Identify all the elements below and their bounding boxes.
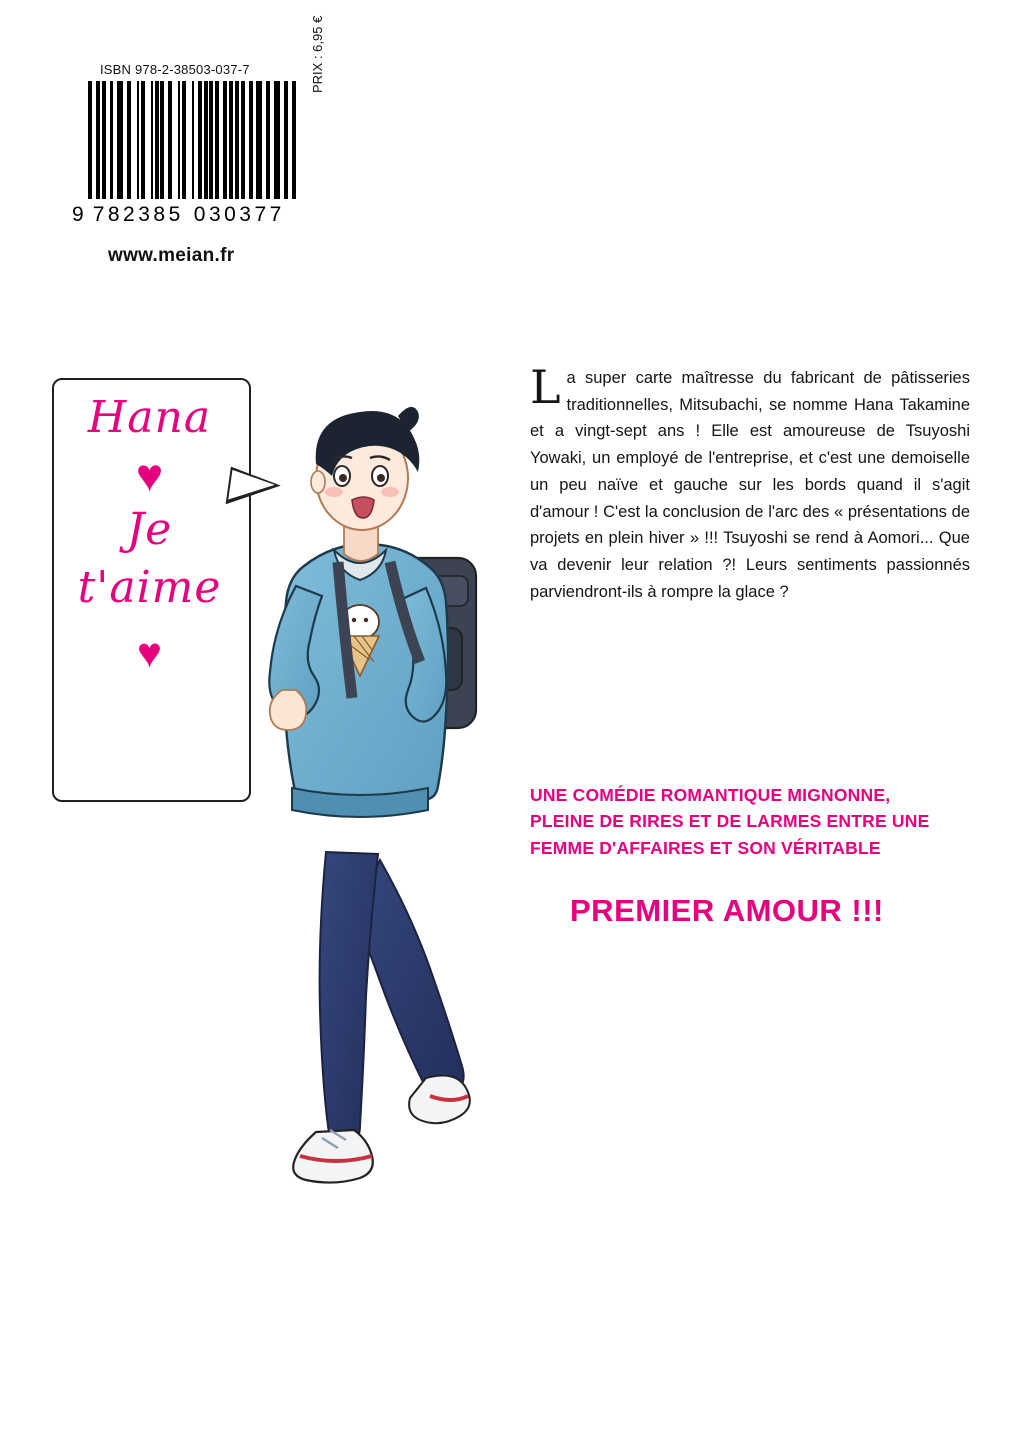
shoe-raised [409,1076,470,1124]
blurb-text: a super carte maîtresse du fabricant de pâtisseries traditionnelles, Mitsubachi, se nomme Hana Takamine et a vingt-sept ans ! Elle est amoureuse de Tsuyoshi Yowaki, un employé de l'entreprise, et c'est une demoiselle un peu naïve et gauche sur les bords quand il s'agit d'amour ! C'est la conclusion de l'arc des « présentations de projets en plein hiver » !!! Tsuyoshi se rend à Aomori... Que va devenir leur relation ?! Leurs sentiments passionnés parviendront-ils à rompre la glace ? [530,369,970,601]
tagline-block [530,782,970,861]
back-cover-blurb [530,360,970,605]
bubble-line-taime: t'aime [77,562,222,613]
price-label: PRIX : 6,95 € [310,15,325,93]
blurb-dropcap: L [530,360,561,414]
barcode-bars [88,81,300,199]
heart-icon: ♥ [135,449,164,501]
tagline-punchline: PREMIER AMOUR !!! [570,893,884,928]
tagline-line-3: FEMME D'AFFAIRES ET SON VÉRITABLE [530,837,881,858]
blush-left [325,487,343,497]
barcode-digit-group-1: 782385 [92,203,184,226]
publisher-website: www.meian.fr [108,245,235,266]
speech-bubble-content [52,378,247,798]
hand-left [270,690,307,730]
barcode-block [72,15,332,267]
barcode-digit-lead: 9 [72,203,85,226]
ear [311,471,325,493]
isbn-label: ISBN 978-2-38503-037-7 [100,62,250,77]
blush-right [381,487,399,497]
tagline-line-1: UNE COMÉDIE ROMANTIQUE MIGNONNE, [530,785,891,805]
shoe-front [293,1130,373,1183]
tagline-line-2: PLEINE DE RIRES ET DE LARMES ENTRE UNE [530,811,930,832]
heart-icon: ♥ [137,629,162,676]
barcode-digits [72,201,300,227]
bubble-line-hana: Hana [87,392,212,443]
leg-front [320,852,378,1144]
barcode-digit-group-2: 030377 [193,203,285,226]
bubble-line-je: Je [126,504,173,555]
character-illustration [230,390,530,1210]
